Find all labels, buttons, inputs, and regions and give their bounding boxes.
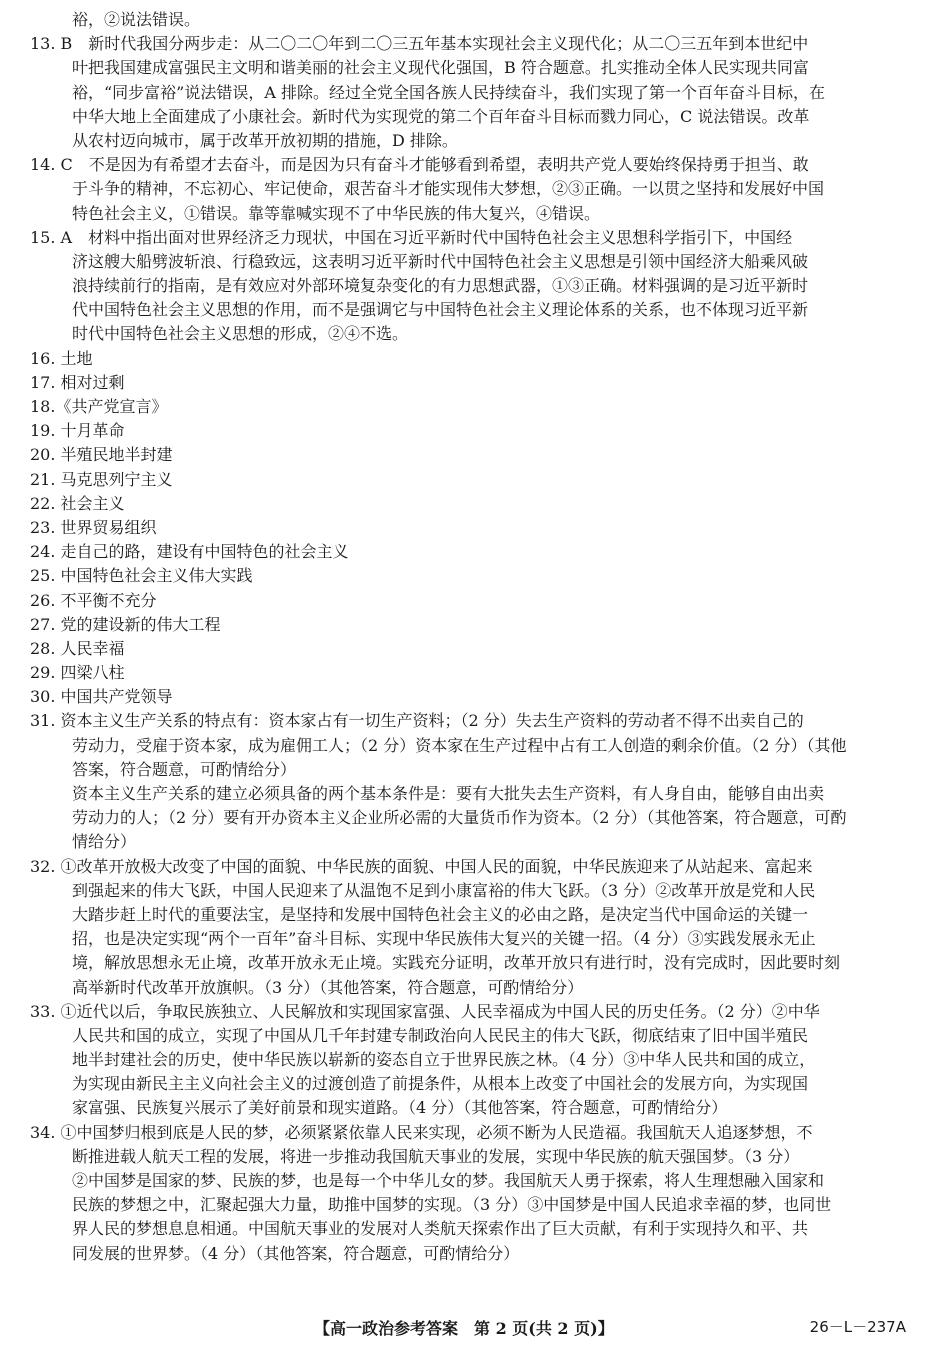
text-line: 人民共和国的成立，实现了中国从几千年封建专制政治向人民民主的伟大飞跃，彻底结束了旧中国半殖民 [72, 1025, 809, 1045]
text-line: 27. 党的建设新的伟大工程 [30, 614, 221, 634]
text-line: 济这艘大船劈波斩浪、行稳致远，这表明习近平新时代中国特色社会主义思想是引领中国经济大船乘风破 [72, 251, 809, 271]
text-line: 28. 人民幸福 [30, 638, 125, 658]
text-line: 17. 相对过剩 [30, 372, 125, 392]
text-line: 18.《共产党宣言》 [30, 397, 168, 416]
text-line: 22. 社会主义 [30, 493, 125, 513]
text-line: ②中国梦是国家的梦、民族的梦，也是每一个中华儿女的梦。我国航天人勇于探索，将人生理想融入国家和 [72, 1171, 825, 1190]
text-line: 23. 世界贸易组织 [30, 517, 157, 537]
text-line [72, 1266, 920, 1290]
text-line: 大踏步赶上时代的重要法宝，是坚持和发展中国特色社会主义的必由之路，是决定当代中国命运的关键一 [72, 904, 809, 924]
page-footer [0, 1316, 950, 1340]
text-line: 断推进载人航天工程的发展，将进一步推动我国航天事业的发展，实现中华民族的航天强国梦。（3 分） [72, 1146, 800, 1166]
text-line: 答案，符合题意，可酌情给分） [72, 759, 297, 779]
text-line: 劳动力，受雇于资本家，成为雇佣工人；（2 分）资本家在生产过程中占有工人创造的剩余价值。（2 分）（其他 [72, 735, 847, 755]
text-line: 裕，②说法错误。 [72, 10, 201, 29]
text-line: 15. A 材料中指出面对世界经济乏力现状，中国在习近平新时代中国特色社会主义思想科学指引下，中国经 [30, 227, 793, 247]
text-line: 界人民的梦想息息相通。中国航天事业的发展对人类航天探索作出了巨大贡献，有利于实现持久和平、共 [72, 1219, 809, 1239]
text-line: 33. ①近代以后，争取民族独立、人民解放和实现国家富强、人民幸福成为中国人民的历史任务。（2 分）②中华 [30, 1001, 820, 1021]
text-line: 14. C 不是因为有希望才去奋斗，而是因为只有奋斗才能够看到希望，表明共产党人要始终保持勇于担当、敢 [30, 155, 809, 175]
text-line: 21. 马克思列宁主义 [30, 469, 173, 489]
text-line: 中华大地上全面建成了小康社会。新时代为实现党的第二个百年奋斗目标而戮力同心，C 说法错误。改革 [72, 106, 810, 126]
text-line: 民族的梦想之中，汇聚起强大力量，助推中国梦的实现。（3 分）③中国梦是中国人民追求幸福的梦，也同世 [72, 1195, 832, 1215]
text-line: 为实现由新民主主义向社会主义的过渡创造了前提条件，从根本上改变了中国社会的发展方向，为实现国 [72, 1074, 809, 1094]
text-line: 20. 半殖民地半封建 [30, 445, 173, 465]
text-line: 26. 不平衡不充分 [30, 590, 157, 610]
text-line: 特色社会主义，①错误。靠等靠喊实现不了中华民族的伟大复兴，④错误。 [72, 203, 601, 223]
text-line: 从农村迈向城市，属于改革开放初期的措施，D 排除。 [72, 130, 458, 150]
text-line: 同发展的世界梦。（4 分）（其他答案，符合题意，可酌情给分） [72, 1243, 520, 1263]
text-line: 16. 土地 [30, 348, 93, 368]
text-line: 29. 四梁八柱 [30, 663, 125, 683]
text-line: 24. 走自己的路，建设有中国特色的社会主义 [30, 542, 349, 562]
text-line: 地半封建社会的历史，使中华民族以崭新的姿态自立于世界民族之林。（4 分）③中华人民共和国的成立， [72, 1050, 816, 1070]
text-line: 浪持续前行的指南，是有效应对外部环境复杂变化的有力思想武器，①③正确。材料强调的是习近平新时 [72, 276, 809, 296]
text-line: 资本主义生产关系的建立必须具备的两个基本条件是：要有大批失去生产资料，有人身自由，能够自由出卖 [72, 784, 825, 803]
footer-code: 26－L－237A [809, 1318, 906, 1336]
text-line: 境，解放思想永无止境，改革开放永无止境。实践充分证明，改革开放只有进行时，没有完成时，因此要时刻 [72, 953, 841, 973]
text-line: 叶把我国建成富强民主文明和谐美丽的社会主义现代化强国，B 符合题意。扎实推动全体人民实现共同富 [72, 58, 809, 78]
text-line: 32. ①改革开放极大改变了中国的面貌、中华民族的面貌、中国人民的面貌，中华民族迎来了从站起来、富起来 [30, 856, 813, 876]
footer-title: 【高一政治参考答案 第 2 页(共 2 页)】 [314, 1319, 614, 1338]
text-line: 情给分） [72, 832, 137, 852]
text-line: 到强起来的伟大飞跃，中国人民迎来了从温饱不足到小康富裕的伟大飞跃。（3 分）②改革开放是党和人民 [72, 880, 816, 900]
text-line: 家富强、民族复兴展示了美好前景和现实道路。（4 分）（其他答案，符合题意，可酌情给分） [72, 1098, 728, 1118]
text-line: 裕，“同步富裕”说法错误，A 排除。经过全党全国各族人民持续奋斗，我们实现了第一个百年奋斗目标，在 [72, 82, 826, 102]
text-line: 高举新时代改革开放旗帜。（3 分）（其他答案，符合题意，可酌情给分） [72, 977, 584, 997]
answer-page [30, 8, 920, 1290]
text-line: 劳动力的人；（2 分）要有开办资本主义企业所必需的大量货币作为资本。（2 分）（其他答案，符合题意，可酌 [72, 808, 847, 828]
text-line: 31. 资本主义生产关系的特点有：资本家占有一切生产资料；（2 分）失去生产资料的劳动者不得不出卖自己的 [30, 711, 804, 731]
text-line: 25. 中国特色社会主义伟大实践 [30, 566, 253, 586]
text-line: 招，也是决定实现“两个一百年”奋斗目标、实现中华民族伟大复兴的关键一招。（4 分）③实践发展永无止 [72, 929, 816, 949]
text-line: 34. ①中国梦归根到底是人民的梦，必须紧紧依靠人民来实现，必须不断为人民造福。我国航天人追逐梦想，不 [30, 1122, 813, 1142]
text-line: 于斗争的精神，不忘初心、牢记使命，艰苦奋斗才能实现伟大梦想，②③正确。一以贯之坚持和发展好中国 [72, 179, 825, 199]
text-line: 13. B 新时代我国分两步走：从二〇二〇年到二〇三五年基本实现社会主义现代化；从二〇三五年到本世纪中 [30, 34, 809, 54]
text-line: 代中国特色社会主义思想的作用，而不是强调它与中国特色社会主义理论体系的关系，也不体现习近平新 [72, 300, 809, 320]
text-line: 时代中国特色社会主义思想的形成，②④不选。 [72, 324, 409, 344]
text-line: 30. 中国共产党领导 [30, 687, 173, 707]
text-line: 19. 十月革命 [30, 421, 125, 441]
